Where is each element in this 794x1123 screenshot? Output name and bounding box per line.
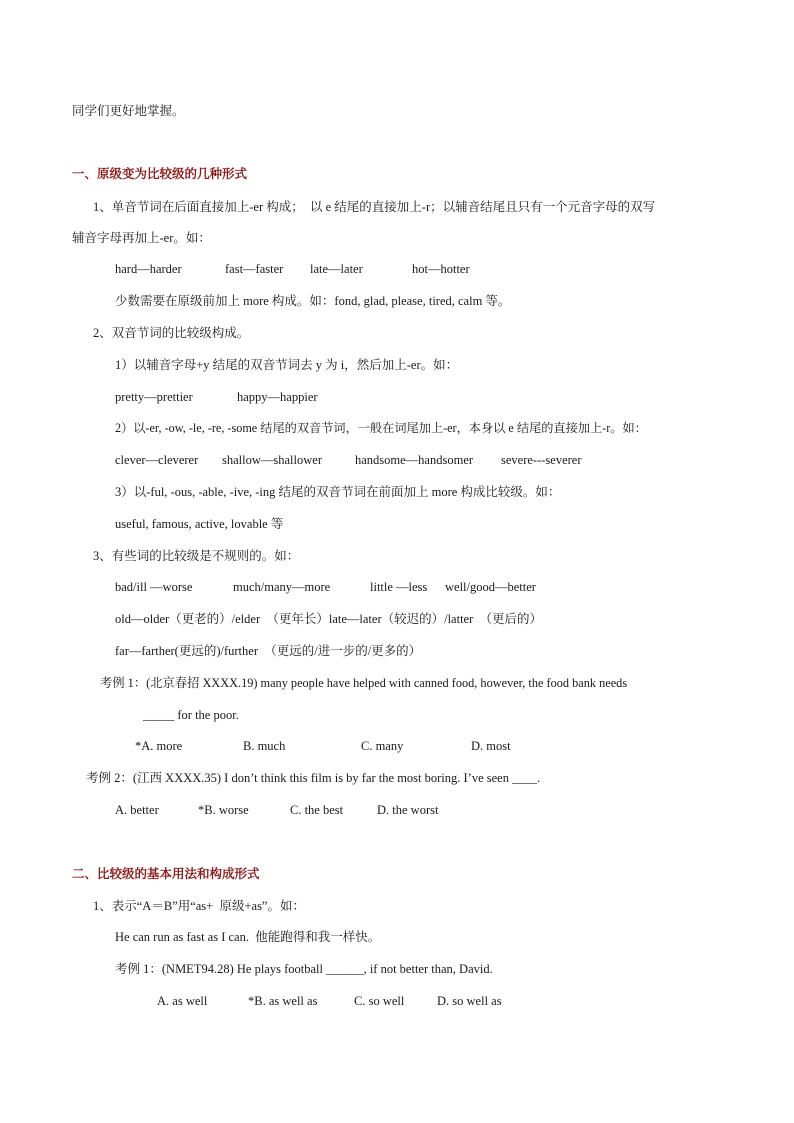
example-item: severe---severer [501,453,582,467]
example-item: well/good—better [445,580,536,594]
question-1-line1: 考例 1：(北京春招 XXXX.19) many people have helped with canned food, however, the food bank needs [100,676,628,690]
s1-p1-line2: 辅音字母再加上-er。如： [72,231,211,245]
s1-p2-1: 1）以辅音字母+y 结尾的双音节词去 y 为 i，然后加上-er。如： [115,358,459,372]
example-item: happy—happier [237,390,318,404]
example-item: hot—hotter [412,262,470,276]
example-row-6: old—older（更老的）/elder （更年长）late—later（较迟的）/latter （更后的） [115,612,543,626]
s1-p2-2: 2）以-er, -ow, -le, -re, -some 结尾的双音节词，一般在词尾加上-er，本身以 e 结尾的直接加上-r。如： [115,421,647,435]
example-item: pretty—prettier [115,390,193,404]
example-item: much/many—more [233,580,331,594]
option-item: A. better [115,803,159,817]
example-item: bad/ill —worse [115,580,193,594]
option-item: C. so well [354,994,405,1008]
example-item: little —less [370,580,428,594]
option-item: D. the worst [377,803,439,817]
question-2-line1: 考例 2：(江西 XXXX.35) I don’t think this film is by far the most boring. I’ve seen ____. [86,771,541,785]
example-item: clever—cleverer [115,453,199,467]
example-item: hard—harder [115,262,182,276]
s1-note1: 少数需要在原级前加上 more 构成。如：fond, glad, please, tired, calm 等。 [115,294,511,308]
option-item: *B. as well as [248,994,318,1008]
s1-p2-3: 3）以-ful, -ous, -able, -ive, -ing 结尾的双音节词在前面加上 more 构成比较级。如： [115,485,561,499]
example-item: fast—faster [225,262,284,276]
s1-p3: 3、有些词的比较级是不规则的。如： [93,549,300,563]
option-item: A. as well [157,994,208,1008]
option-item: *B. worse [198,803,249,817]
s2-example-1: He can run as fast as I can. 他能跑得和我一样快。 [115,930,381,944]
example-item: handsome—handsomer [355,453,474,467]
option-item: D. so well as [437,994,502,1008]
question-1-line2: _____ for the poor. [143,708,239,722]
s1-p1-line1: 1、单音节词在后面直接加上-er 构成； 以 e 结尾的直接加上-r；以辅音结尾且只有一个元音字母的双写 [93,200,656,214]
example-item: shallow—shallower [222,453,322,467]
example-item: late—later [310,262,363,276]
s2-question-1: 考例 1：(NMET94.28) He plays football ______, if not better than, David. [115,962,493,976]
option-item: C. the best [290,803,344,817]
section1-heading: 一、原级变为比较级的几种形式 [72,166,248,181]
example-row-7: far—farther(更远的)/further （更远的/进一步的/更多的） [115,644,422,658]
intro-line: 同学们更好地掌握。 [72,104,185,118]
option-item: C. many [361,739,404,753]
section2-heading: 二、比较级的基本用法和构成形式 [72,866,260,881]
s2-p1: 1、表示“A＝B”用“as+ 原级+as”。如： [93,899,305,913]
option-item: B. much [243,739,286,753]
option-item: *A. more [135,739,183,753]
example-row-4: useful, famous, active, lovable 等 [115,517,284,531]
s1-p2: 2、双音节词的比较级构成。 [93,326,250,340]
option-item: D. most [471,739,511,753]
